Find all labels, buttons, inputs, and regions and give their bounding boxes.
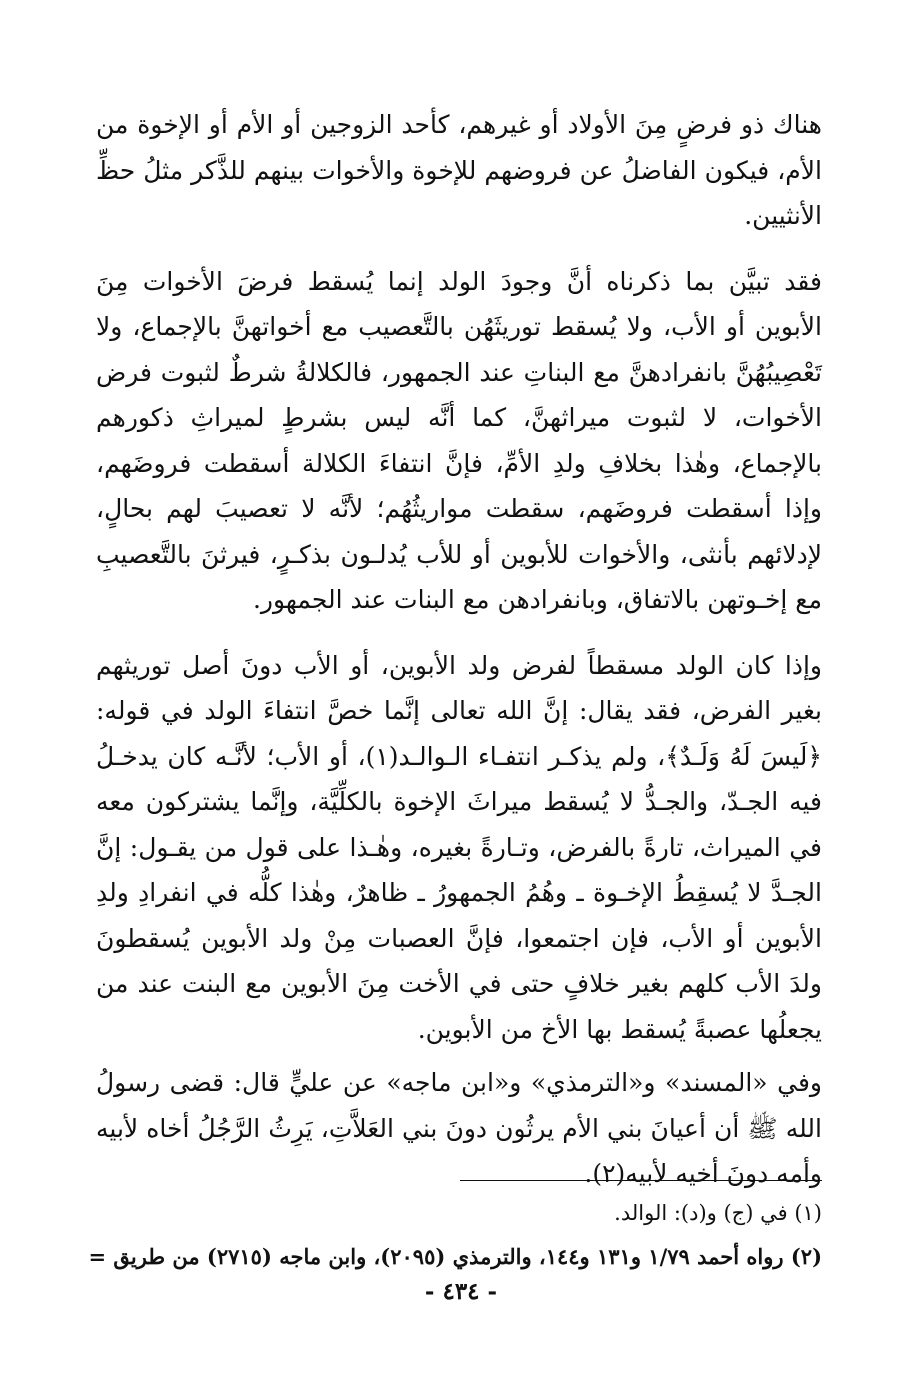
footnote-1: (١) في (ج) و(د): الوالد. xyxy=(614,1201,822,1225)
footnote-separator xyxy=(460,1180,822,1181)
footnotes xyxy=(50,1192,822,1278)
footnote-2: (٢) رواه أحمد ١/٧٩ و١٣١ و١٤٤، والترمذي (٢٠٩٥)، وابن ماجه (٢٧١٥) من طريق = xyxy=(88,1244,822,1269)
paragraph-1: هناك ذو فرضٍ مِنَ الأولاد أو غيرهم، كأحد الزوجين أو الأم أو الإخوة من الأم، فيكون الفاضلُ عن فروضهم للإخوة والأخوات بينهم للذَّكر مثلُ حظِّ الأنثيين. xyxy=(96,110,822,230)
paragraph-2: فقد تبيَّن بما ذكرناه أنَّ وجودَ الولد إنما يُسقط فرضَ الأخوات مِنَ الأبوين أو الأب، ولا يُسقط توريثَهُن بالتَّعصيب مع أخواتهنَّ بالإجماع، ولا تَعْصِيبُهُنَّ بانفرادهنَّ مع البناتِ عند الجمهور، فالكلالةُ شرطٌ لثبوت فرض الأخوات، لا لثبوت ميراثهنَّ، كما أنَّه ليس بشرطٍ لميراثِ ذكورهم بالإجماع، وهٰذا بخلافِ ولدِ الأمِّ، فإنَّ انتفاءَ الكلالة أسقطت فروضَهم، وإذا أسقطت فروضَهم، سقطت مواريثُهُم؛ لأنَّه لا تعصيبَ لهم بحالٍ، لإدلائهم بأنثى، والأخوات للأبوين أو للأب يُدلـون بذكـرٍ، فيرثنَ بالتَّعصيبِ مع إخـوتهن بالاتفاق، وبانفرادهن مع البنات عند الجمهور. xyxy=(96,266,822,614)
page-number: - ٤٣٤ - xyxy=(424,1278,498,1305)
paragraph-3: وإذا كان الولد مسقطاً لفرض ولد الأبوين، أو الأب دونَ أصل توريثهم بغير الفرض، فقد يقال: إنَّ الله تعالى إنَّما خصَّ انتفاءَ الولد في قوله: ﴿لَيسَ لَهُ وَلَـدٌ﴾، ولم يذكـر انتفـاء الـوالـد(١)، أو الأب؛ لأنَّـه كان يدخـلُ فيه الجـدّ، والجـدُّ لا يُسقط ميراثَ الإخوة بالكلِّيَّة، وإنَّما يشتركون معه في الميراث، تارةً بالفرض، وتـارةً بغيره، وهٰـذا على قول من يقـول: إنَّ الجـدَّ لا يُسقِطُ الإخـوة ـ وهُمُ الجمهورُ ـ ظاهرٌ، وهٰذا كلُّه في انفرادِ ولدِ الأبوين أو الأب، فإن اجتمعوا، فإنَّ العصبات مِنْ ولد الأبوين يُسقطونَ ولدَ الأب كلهم بغير خلافٍ حتى في الأخت مِنَ الأبوين مع البنت عند من يجعلُها عصبةً يُسقط بها الأخ من الأبوين. xyxy=(96,650,822,1044)
paragraph-4: وفي «المسند» و«الترمذي» و«ابن ماجه» عن عليٍّ قال: قضى رسولُ الله ﷺ أن أعيانَ بني الأم يرثُون دونَ بني العَلاَّتِ، يَرِثُ الرَّجُلُ أخاه لأبيه وأمه دونَ أخيه لأبيه(٢). xyxy=(96,1068,822,1188)
main-text xyxy=(96,102,822,1197)
